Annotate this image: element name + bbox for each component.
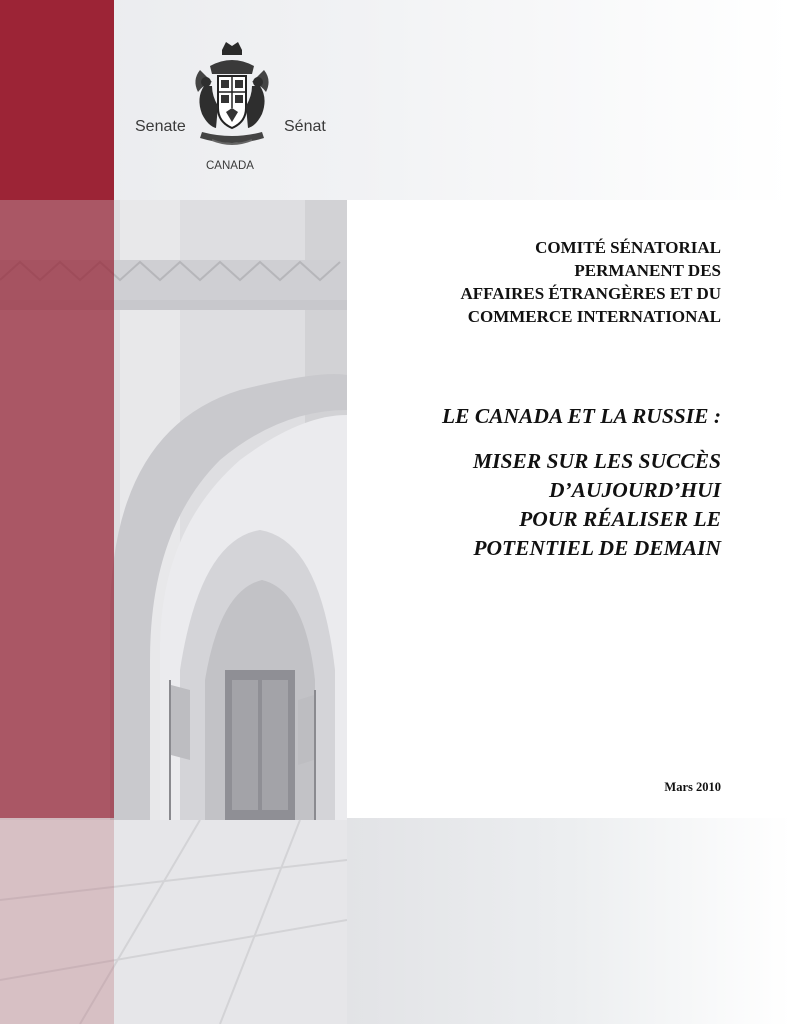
senate-logo — [130, 30, 330, 180]
red-accent-column — [0, 200, 114, 818]
report-subtitle-line: POUR RÉALISER LE — [519, 507, 721, 531]
committee-name — [321, 236, 721, 328]
footer-band — [347, 818, 791, 1024]
report-subtitle-line: POTENTIEL DE DEMAIN — [473, 536, 721, 560]
report-subtitle-line: MISER SUR LES SUCCÈS — [473, 449, 721, 473]
coat-of-arms-icon — [182, 36, 282, 156]
header-band — [0, 0, 791, 200]
report-title — [301, 402, 721, 563]
senate-label-fr: Sénat — [284, 118, 326, 135]
committee-line: AFFAIRES ÉTRANGÈRES ET DU — [460, 284, 721, 303]
committee-line: PERMANENT DES — [574, 261, 721, 280]
report-subtitle-line: D’AUJOURD’HUI — [549, 478, 721, 502]
committee-line: COMITÉ SÉNATORIAL — [535, 238, 721, 257]
red-accent-top — [0, 0, 114, 200]
canada-label: CANADA — [206, 160, 254, 172]
committee-line: COMMERCE INTERNATIONAL — [467, 307, 721, 326]
report-title-main: LE CANADA ET LA RUSSIE : — [442, 404, 721, 428]
senate-label-en: Senate — [135, 118, 186, 135]
pink-accent-footer — [0, 818, 114, 1024]
report-date: Mars 2010 — [664, 780, 721, 794]
